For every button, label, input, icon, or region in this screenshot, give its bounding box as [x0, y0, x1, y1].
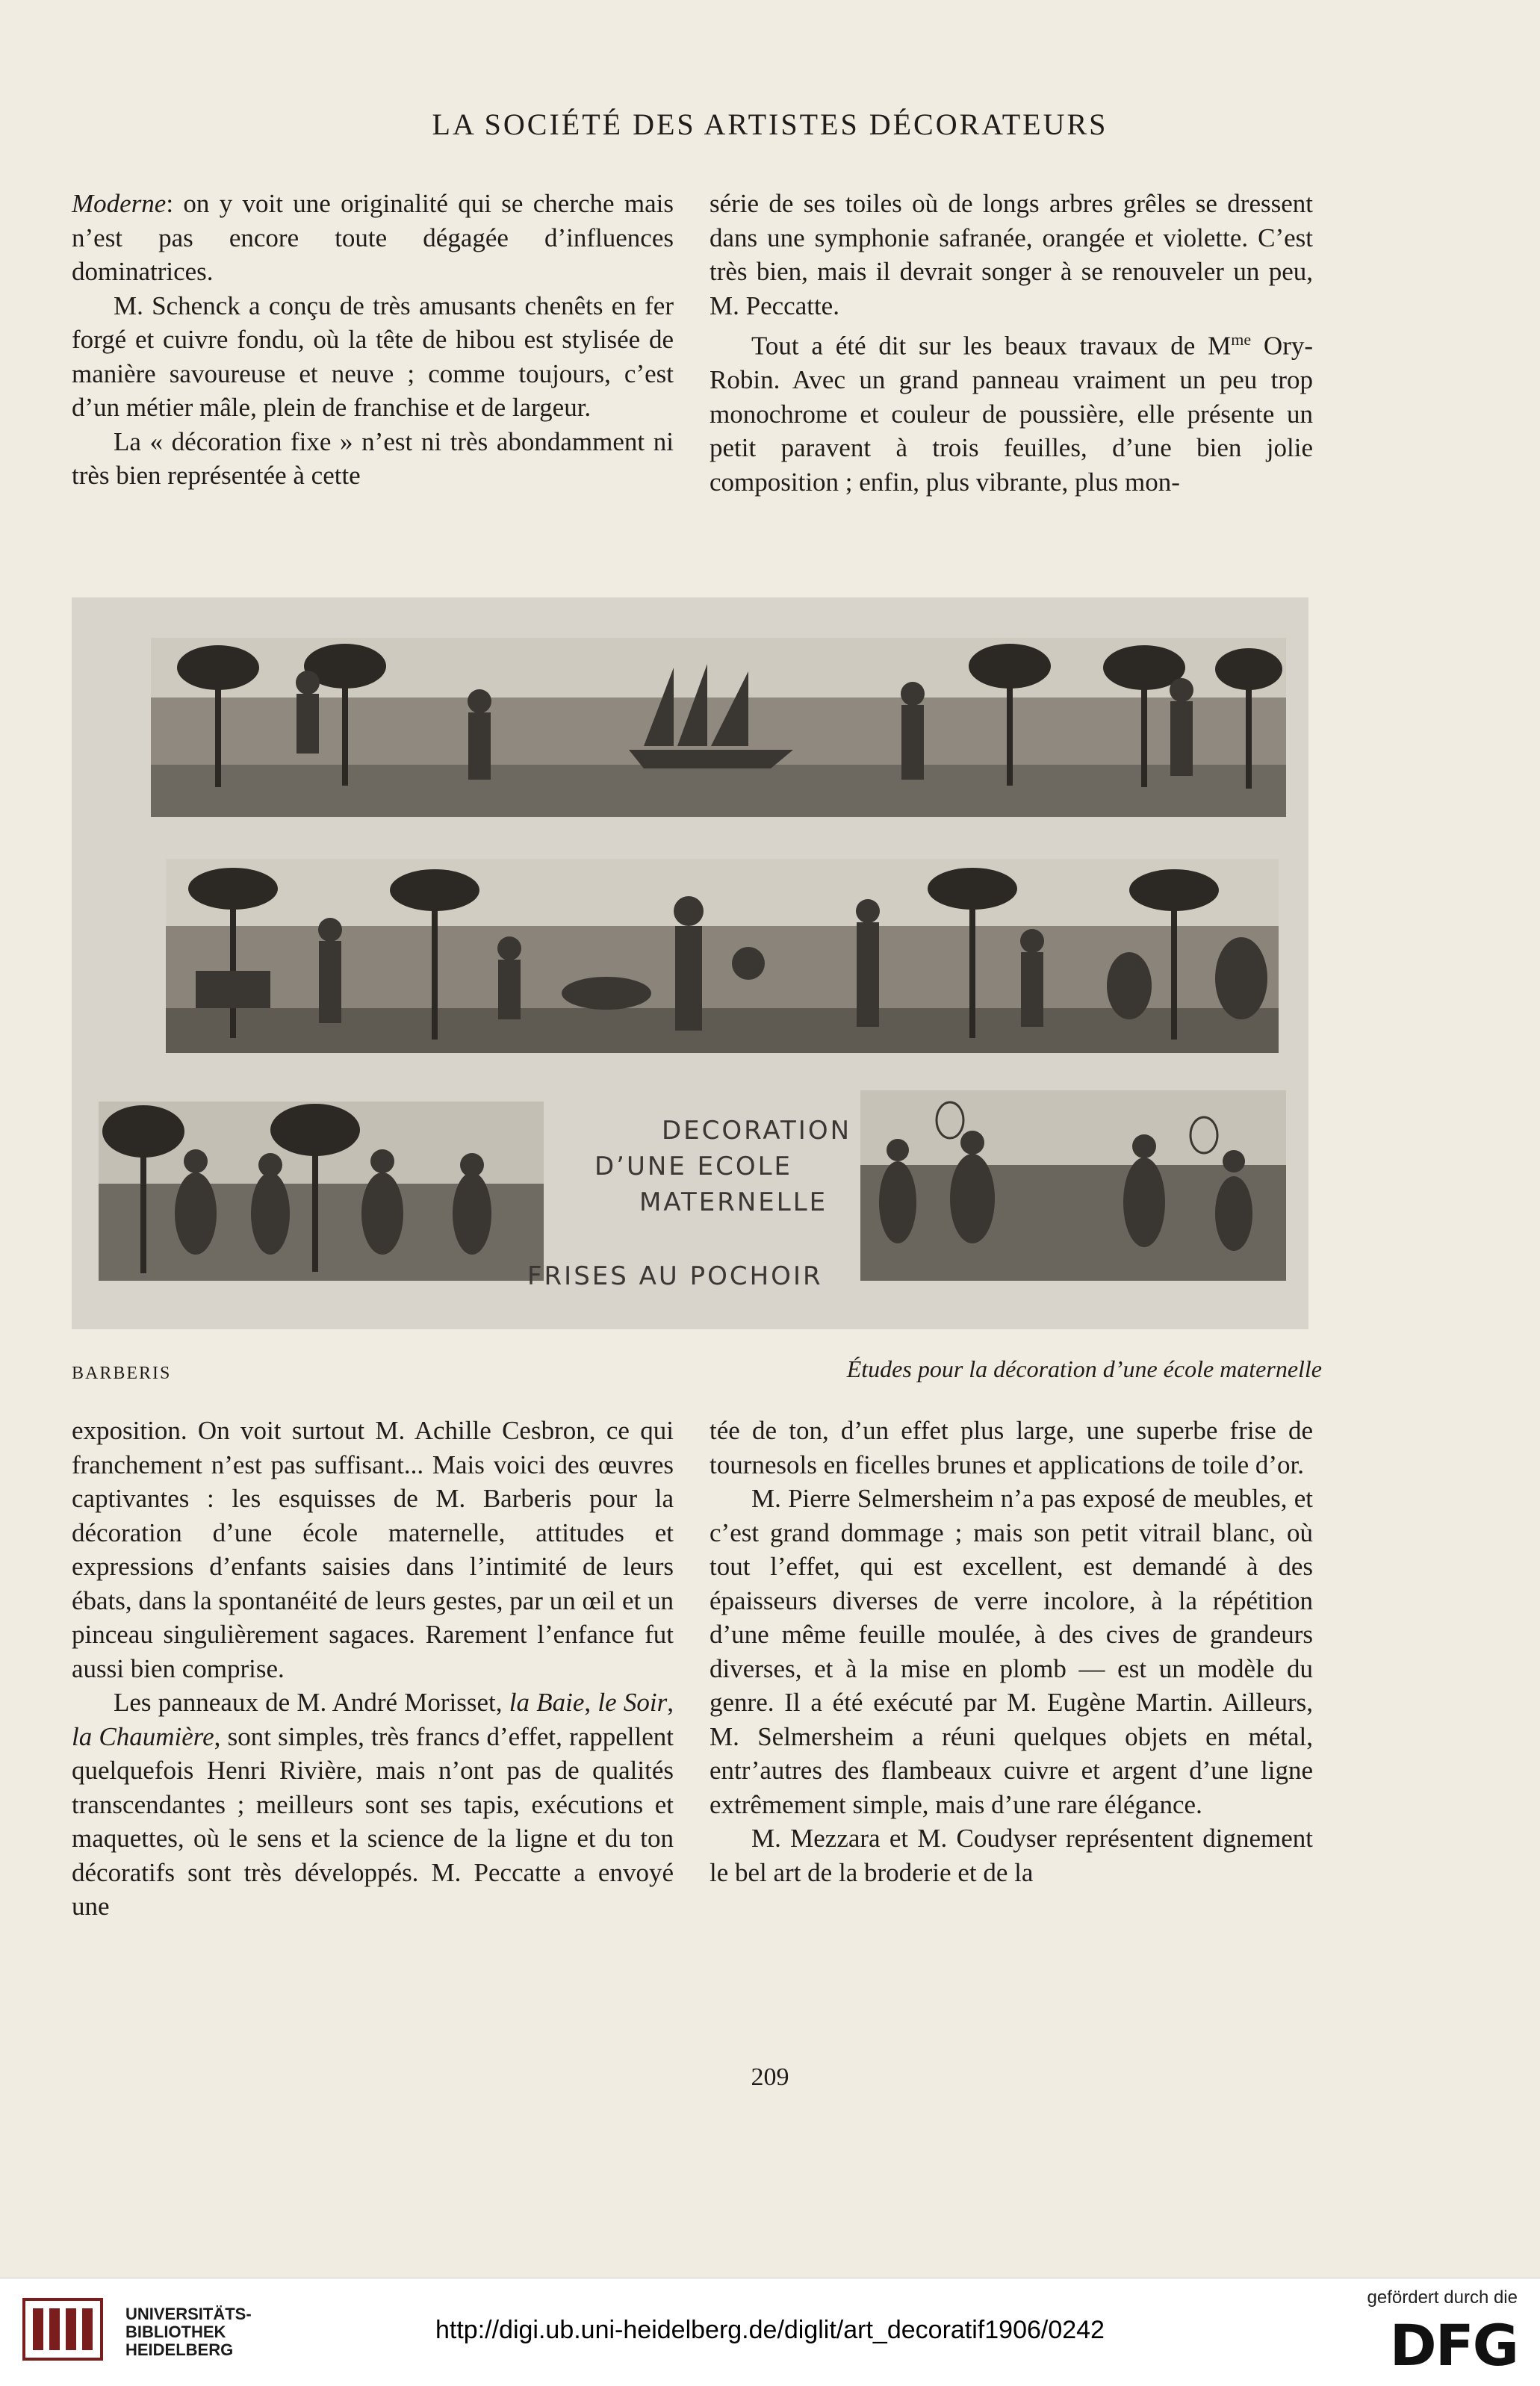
plate-title-line: D’UNE ECOLE: [594, 1152, 793, 1181]
paragraph: M. Mezzara et M. Coudyser représentent dignement le bel art de la broderie et de la: [710, 1824, 1313, 1887]
italic-text: Moderne: [72, 189, 167, 218]
paragraph: M. Schenck a conçu de très amusants chenêts en fer forgé et cuivre fondu, où la tête de hibou est stylisée de manière savoureuse et neuve ; comme toujours, c’est d’un métier mâle, plein de franchise et de largeur.: [72, 291, 674, 422]
institution-line: UNIVERSITÄTS-: [125, 2305, 252, 2323]
paragraph-text: Ory-Robin. Avec un grand panneau vraiment un peu trop monochrome et couleur de poussière, elle présente un petit paravent à trois feuilles, d’une bien jolie composition ; enfin, plus vibrante, plus mon-: [710, 331, 1314, 497]
italic-title: la Chaumière: [72, 1721, 214, 1751]
superscript: me: [1231, 330, 1252, 349]
plate-title-line: MATERNELLE: [639, 1187, 828, 1217]
paragraph-text: Les panneaux de M. André Morisset,: [114, 1688, 509, 1717]
digitization-footer: [0, 2278, 1540, 2386]
paragraph: La « décoration fixe » n’est ni très abondamment ni très bien représentée à cette: [72, 426, 674, 490]
permalink[interactable]: http://digi.ub.uni-heidelberg.de/diglit/art_decoratif1906/0242: [435, 2316, 1105, 2344]
paragraph: [72, 1686, 674, 1924]
illustration-plate: [72, 597, 1308, 1329]
italic-title: la Baie: [509, 1688, 585, 1717]
paragraph: tée de ton, d’un effet plus large, une superbe frise de tournesols en ficelles brunes et applications de toile d’or.: [710, 1416, 1313, 1479]
column-top-right: [710, 187, 1313, 499]
paragraph-text: ,: [584, 1688, 598, 1717]
figure-credit: BARBERIS: [72, 1364, 172, 1383]
running-title: LA SOCIÉTÉ DES ARTISTES DÉCORATEURS: [432, 108, 1108, 141]
frieze-dancing-children: [99, 1102, 544, 1281]
funding-note: gefördert durch die: [1367, 2287, 1518, 2308]
column-top-left: [72, 187, 674, 493]
italic-title: le Soir: [597, 1688, 668, 1717]
plate-subtitle: FRISES AU POCHOIR: [527, 1261, 823, 1291]
paragraph: exposition. On voit surtout M. Achille Cesbron, ce qui franchement n’est pas suffisant... Mais voici des œuvres captivantes : les esquisses de M. Barberis pour la décoration d’une école maternelle, attitudes et expressions d’enfants saisies dans l’intimité de leurs ébats, dans la spontanéité de leurs gestes, par un œil et un pinceau singulièrement sagaces. Rarement l’enfance fut aussi bien comprise.: [72, 1416, 674, 1683]
institution-line: BIBLIOTHEK: [125, 2323, 226, 2341]
plate-title-line: DECORATION: [662, 1116, 852, 1146]
frieze-garden: [166, 859, 1279, 1053]
page-number: 209: [751, 2063, 789, 2091]
paragraph-text: ,: [667, 1688, 674, 1717]
paragraph-text: Tout a été dit sur les beaux travaux de M: [751, 331, 1232, 361]
institution-line: HEIDELBERG: [125, 2340, 234, 2359]
figure-caption: Études pour la décoration d’une école maternelle: [846, 1355, 1322, 1382]
plate-title: [594, 1113, 851, 1220]
paragraph: série de ses toiles où de longs arbres grêles se dressent dans une symphonie safranée, orangée et violette. C’est très bien, mais il devrait songer à se renouveler un peu, M. Peccatte.: [710, 189, 1313, 320]
paragraph-text: , sont simples, très francs d’effet, rappellent quelquefois Henri Rivière, mais n’ont pas de qualités transcendantes ; meilleurs sont ses tapis, exécutions et maquettes, où le sens et la science de la ligne et du ton décoratifs sont très développés. M. Peccatte a envoyé une: [72, 1721, 674, 1921]
frieze-seaside: [151, 638, 1286, 817]
paragraph: [710, 323, 1313, 499]
paragraph: [72, 187, 674, 289]
column-bottom-right: [710, 1414, 1313, 1889]
paragraph: M. Pierre Selmersheim n’a pas exposé de meubles, et c’est grand dommage ; mais son petit vitrail blanc, où tout l’effet, qui est excellent, est demandé à des épaisseurs diverses de verre incolore, à la répétition d’une même feuille moulée, à des cives de grandeurs diverses, et à la mise en plomb — est un modèle du genre. Il a été exécuté par M. Eugène Martin. Ailleurs, M. Selmersheim a réuni quelques objets en métal, entr’autres des flambeaux cuivre et argent d’une ligne extrêmement simple, mais d’une rare élégance.: [710, 1484, 1313, 1819]
frieze-playing-children: [860, 1090, 1286, 1281]
column-bottom-left: [72, 1414, 674, 1924]
paragraph-text: : on y voit une originalité qui se cherche mais n’est pas encore toute dégagée d’influences dominatrices.: [72, 189, 674, 286]
dfg-logo: DFG: [1389, 2312, 1518, 2379]
